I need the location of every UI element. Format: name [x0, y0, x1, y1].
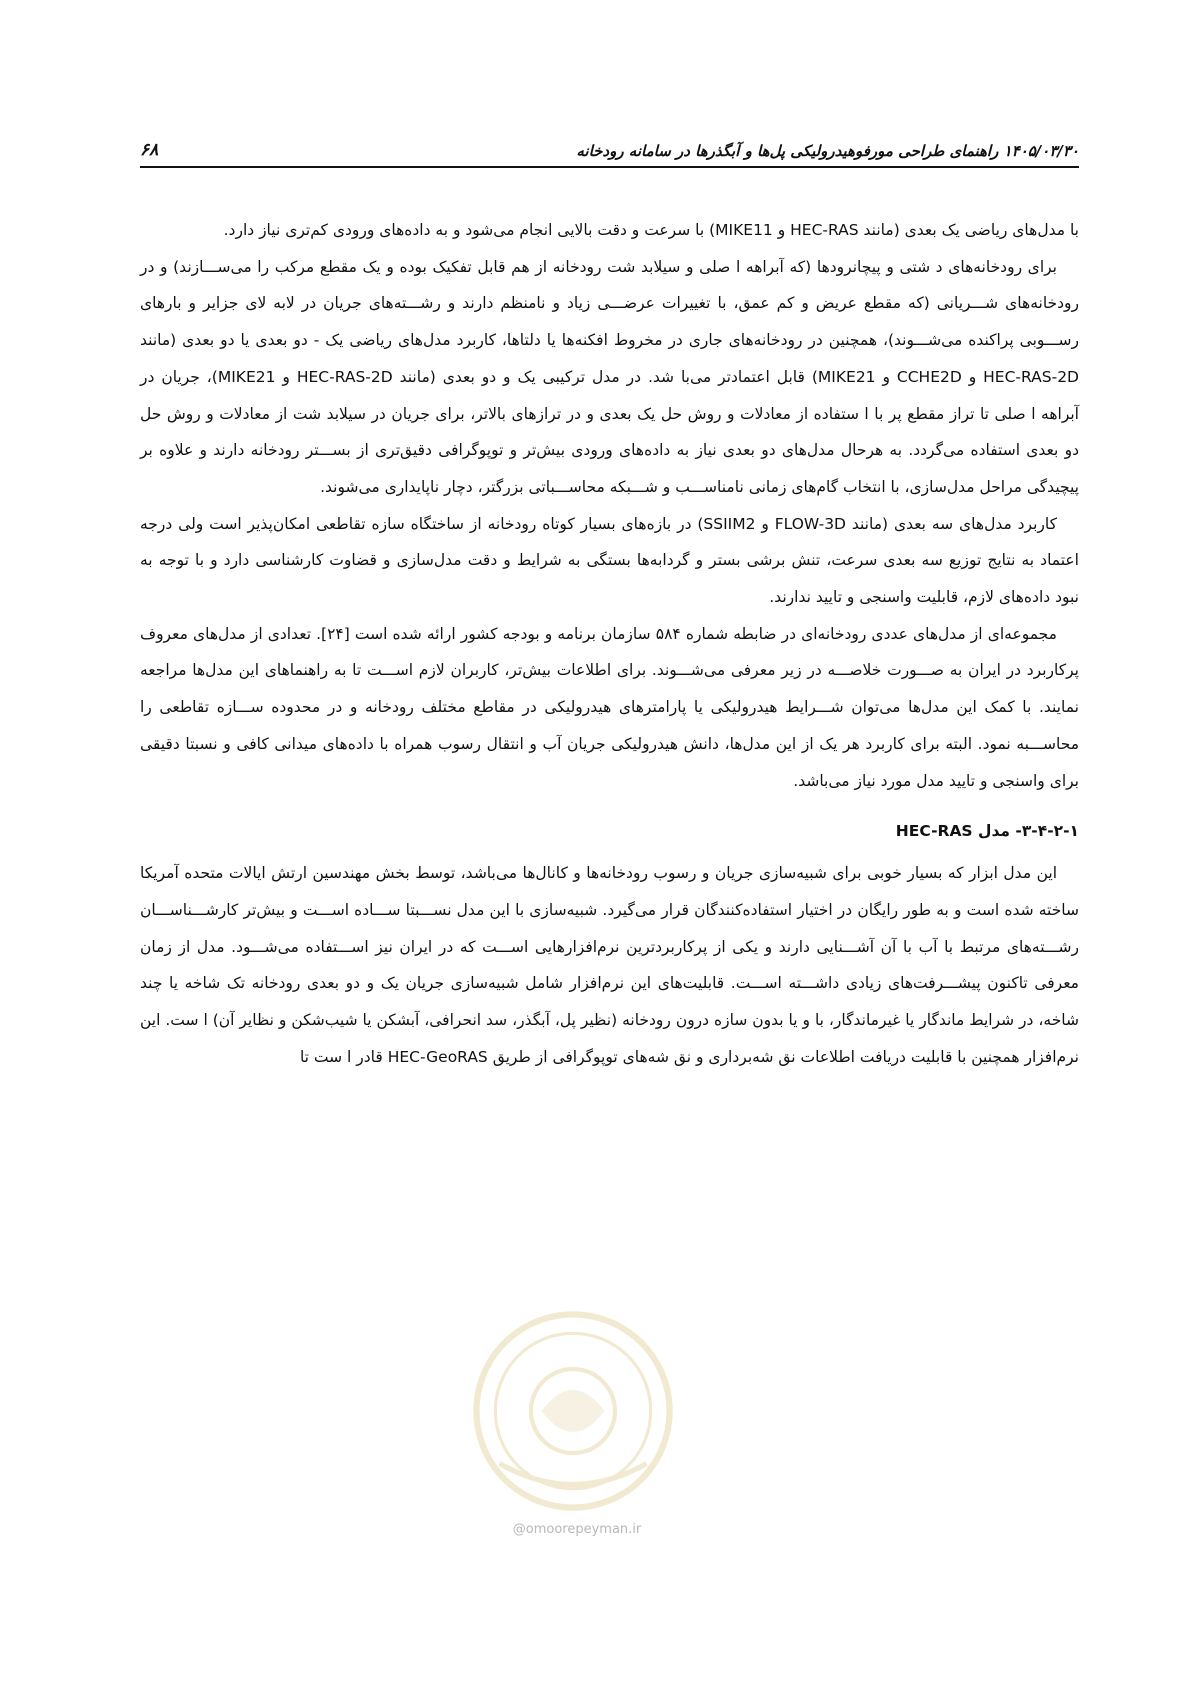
watermark-seal-icon	[468, 1306, 678, 1516]
running-title: ۱۴۰۵/۰۳/۳۰ راهنمای طراحی مورفوهیدرولیکی پل‌ها و آبگذرها در سامانه رودخانه	[576, 142, 1079, 160]
paragraph-3: کاربرد مدل‌های سه بعدی (مانند FLOW-3D و SSIIM2) در بازه‌های بسیار کوتاه رودخانه از ساختگاه سازه تقاطعی امکان‌پذیر است ولی درجه اعتماد به نتایج توزیع سه بعدی سرعت، تنش برشی بستر و گردابه‌ها بستگی به شرایط و دقت مدل‌سازی و قضاوت کارشناسی دارد و با توجه به نبود داده‌های لازم، قابلیت واسنجی و تایید ندارند.	[140, 514, 1079, 607]
section-heading: ۳-۴-۲-۱- مدل HEC-RAS	[895, 822, 1079, 841]
watermark-url: @omoorepeyman.ir	[512, 1522, 642, 1537]
paragraph-4: مجموعه‌ای از مدل‌های عددی رودخانه‌ای در ضابطه شماره ۵۸۴ سازمان برنامه و بودجه کشور ارائه شده است [۲۴]. تعدادی از مدل‌های معروف پرکاربرد در ایران به صـــورت خلاصـــه در زیر معرفی می‌شـــوند. برای اطلاعات بیش‌تر، کاربران لازم اســـت تا به راهنماهای این مدل‌ها مراجعه نمایند. با کمک این مدل‌ها می‌توان شـــرایط هیدرولیکی یا پارامترهای هیدرولیکی در مقاطع مختلف رودخانه و در محدوده ســـازه تقاطعی را محاســـبه نمود. البته برای کاربرد هر یک از این مدل‌ها، دانش هیدرولیکی جریان آب و انتقال رسوب همراه با داده‌های میدانی کافی و نسبتا دقیقی برای واسنجی و تایید مدل مورد نیاز می‌باشد.	[140, 624, 1079, 790]
paragraph-1: با مدل‌های ریاضی یک بعدی (مانند HEC-RAS و MIKE11) با سرعت و دقت بالایی انجام می‌شود و به داده‌های ورودی کم‌تری نیاز دارد.	[223, 221, 1079, 239]
page-number: ۶۸	[140, 140, 159, 160]
paragraph-5: این مدل ابزار که بسیار خوبی برای شبیه‌سازی جریان و رسوب رودخانه‌ها و کانال‌ها می‌باشد، توسط بخش مهندسین ارتش ایالات متحده آمریکا ساخته شده است و به طور رایگان در اختیار استفاده‌کنندگان قرار می‌گیرد. شبیه‌سازی با این مدل نســـبتا ســـاده اســـت و بیش‌تر کارشـــناســـان رشـــته‌های مرتبط با آب با آن آشـــنایی دارند و یکی از پرکاربردترین نرم‌افزارهایی اســـت که در ایران نیز اســـتفاده می‌شـــود. مدل از زمان معرفی تاکنون پیشـــرفت‌های زیادی داشـــته اســـت. قابلیت‌های این نرم‌افزار شامل شبیه‌سازی جریان یک و دو بعدی رودخانه تک شاخه یا چند شاخه، در شرایط ماندگار یا غیرماندگار، با و یا بدون سازه درون رودخانه (نظیر پل، آبگذر، سد انحرافی، آبشکن یا شیب‌شکن و نظایر آن) ا ست. این نرم‌افزار همچنین با قابلیت دریافت اطلاعات نق شه‌برداری و نق شه‌های توپوگرافی از طریق HEC-GeoRAS قادر ا ست تا	[140, 864, 1079, 1066]
page-header	[140, 128, 1079, 168]
body-text	[140, 212, 1079, 1075]
paragraph-2: برای رودخانه‌های د شتی و پیچانرودها (که آبراهه ا صلی و سیلابد شت رودخانه از هم قابل تفکیک بوده و یک مقطع مرکب را می‌ســـازند) و در رودخانه‌های شـــریانی (که مقطع عریض و کم عمق، با تغییرات عرضـــی زیاد و نامنظم دارند و رشـــته‌های جریان در لابه لای جزایر و بارهای رســـوبی پراکنده می‌شـــوند)، همچنین در رودخانه‌های جاری در مخروط افکنه‌ها یا دلتاها، کاربرد مدل‌های ریاضی یک - دو بعدی یا دو بعدی (مانند HEC-RAS-2D و CCHE2D و MIKE21) قابل اعتمادتر می‌با شد. در مدل ترکیبی یک و دو بعدی (مانند HEC-RAS-2D و MIKE21)، جریان در آبراهه ا صلی تا تراز مقطع پر با ا ستفاده از معادلات و روش حل یک بعدی و در ترازهای بالاتر، برای جریان در سیلابد شت از معادلات و روش حل دو بعدی استفاده می‌گردد. به هرحال مدل‌های دو بعدی نیاز به داده‌های ورودی بیش‌تر و توپوگرافی دقیق‌تری از بســـتر رودخانه دارند و علاوه بر پیچیدگی مراحل مدل‌سازی، با انتخاب گام‌های زمانی نامناســـب و شـــبکه محاســـباتی بزرگتر، دچار ناپایداری می‌شوند.	[140, 257, 1079, 496]
